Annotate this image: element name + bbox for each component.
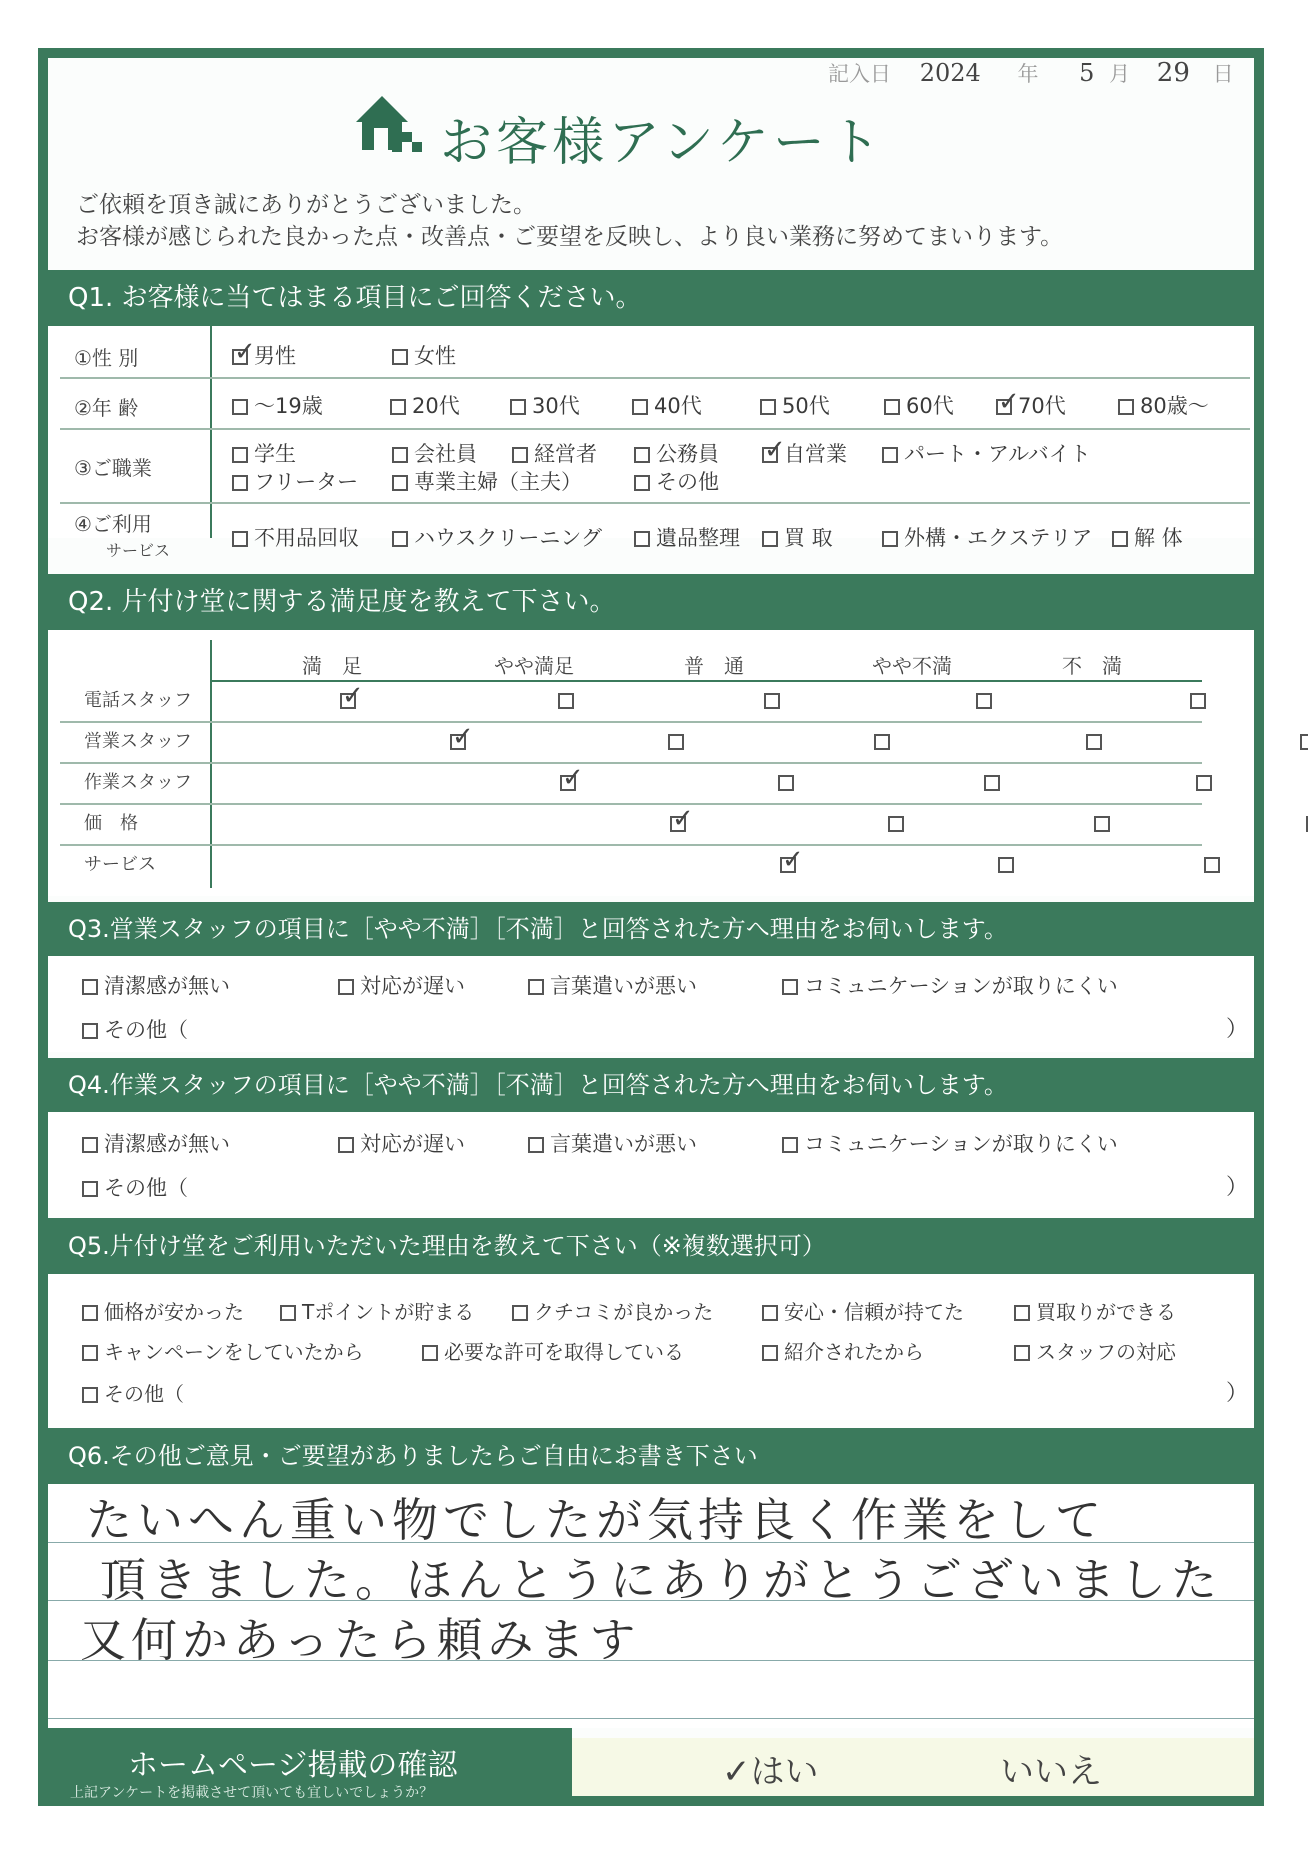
checkbox-icon[interactable] <box>634 447 650 463</box>
checkbox-icon[interactable] <box>762 531 778 547</box>
option-label: その他（ <box>104 1382 184 1406</box>
service-option[interactable] <box>232 522 359 552</box>
option-label: 清潔感が無い <box>104 1132 230 1156</box>
checkbox-icon[interactable] <box>392 447 408 463</box>
age-option[interactable] <box>760 390 830 420</box>
q5-option[interactable] <box>762 1336 924 1365</box>
option-label: 30代 <box>532 394 580 418</box>
q4-close-paren: ） <box>1226 1175 1249 1200</box>
q5-option[interactable] <box>1014 1336 1176 1365</box>
q2-rule <box>60 721 1202 723</box>
q2-rating-checkbox[interactable] <box>1300 734 1308 750</box>
q3-option[interactable] <box>528 970 697 1000</box>
q2-rating-checkbox[interactable] <box>560 775 576 791</box>
q1-divider <box>210 326 212 538</box>
comment-line-2: 頂きました。ほんとうにありがとうございました <box>100 1553 1222 1607</box>
option-label: 40代 <box>654 394 702 418</box>
date-month: 5 <box>1079 59 1095 87</box>
yes-option[interactable]: ✓はい <box>722 1752 819 1792</box>
option-label: 安心・信頼が持てた <box>784 1300 964 1324</box>
q2-rating-checkbox[interactable] <box>1196 775 1212 791</box>
option-label: その他 <box>656 470 719 494</box>
q2-rating-checkbox[interactable] <box>998 857 1014 873</box>
option-label: Tポイントが貯まる <box>302 1300 475 1324</box>
option-label: 60代 <box>906 394 954 418</box>
option-label: 公務員 <box>656 442 719 466</box>
q4-panel <box>48 1112 1254 1210</box>
comment-line-1: たいへん重い物でしたが気持良く作業をして <box>86 1493 1106 1547</box>
option-label: 会社員 <box>414 442 477 466</box>
option-label: その他（ <box>104 1018 188 1042</box>
q4-header: Q4.作業スタッフの項目に［やや不満］［不満］と回答された方へ理由をお伺いします。 <box>38 1058 1264 1112</box>
option-label: 外構・エクステリア <box>904 526 1093 550</box>
job-option[interactable] <box>232 466 358 496</box>
age-option[interactable] <box>1118 390 1209 420</box>
q2-col-header: 満 足 <box>302 654 362 678</box>
q2-row-label: 価 格 <box>84 813 138 834</box>
q4-option[interactable] <box>782 1128 1118 1158</box>
option-label: 専業主婦（主夫） <box>414 470 582 494</box>
option-label: ハウスクリーニング <box>414 526 602 550</box>
option-label: 女性 <box>414 344 456 368</box>
checkbox-icon[interactable] <box>512 447 528 463</box>
option-label: 50代 <box>782 394 830 418</box>
checkbox-icon[interactable] <box>338 979 354 995</box>
job-option[interactable] <box>634 466 719 496</box>
house-logo-icon <box>352 92 424 154</box>
checkbox-icon[interactable] <box>762 1345 778 1361</box>
option-label: 自営業 <box>784 442 847 466</box>
job-option[interactable] <box>512 438 597 468</box>
q4-option[interactable] <box>338 1128 465 1158</box>
q5-option[interactable] <box>82 1296 244 1325</box>
q5-option[interactable] <box>1014 1296 1176 1325</box>
age-option[interactable] <box>510 390 580 420</box>
option-label: 清潔感が無い <box>104 974 230 998</box>
checkbox-icon[interactable] <box>392 475 408 491</box>
option-label: 言葉遣いが悪い <box>550 1132 697 1156</box>
q3-other-option[interactable] <box>82 1014 188 1044</box>
checkbox-icon[interactable] <box>528 979 544 995</box>
service-option[interactable] <box>634 522 740 552</box>
option-label: コミュニケーションが取りにくい <box>804 974 1118 998</box>
checkbox-icon[interactable] <box>82 1387 98 1403</box>
option-label: 不用品回収 <box>254 526 359 550</box>
option-label: パート・アルバイト <box>904 442 1091 466</box>
q2-rating-checkbox[interactable] <box>984 775 1000 791</box>
q2-rating-checkbox[interactable] <box>976 693 992 709</box>
q1-rule <box>60 502 1250 504</box>
q2-col-header: 普 通 <box>684 654 744 678</box>
checkbox-icon[interactable] <box>632 399 648 415</box>
q3-option[interactable] <box>782 970 1118 1000</box>
q2-rule <box>60 762 1202 764</box>
job-option[interactable] <box>232 438 296 468</box>
option-label: 価格が安かった <box>104 1300 244 1324</box>
q4-other-option[interactable] <box>82 1172 188 1202</box>
q1-rule <box>60 377 1250 379</box>
q2-rating-checkbox[interactable] <box>888 816 904 832</box>
publish-answer-area <box>572 1738 1254 1796</box>
q4-option[interactable] <box>82 1128 230 1158</box>
checkbox-icon[interactable] <box>392 349 408 365</box>
q2-row-label: 営業スタッフ <box>84 731 192 752</box>
date-day: 29 <box>1156 58 1190 88</box>
checkbox-icon[interactable] <box>82 979 98 995</box>
q5-option[interactable] <box>82 1336 364 1365</box>
q6-rule <box>48 1718 1254 1719</box>
checkbox-icon[interactable] <box>512 1305 528 1321</box>
q2-rating-checkbox[interactable] <box>340 693 356 709</box>
option-label: その他（ <box>104 1176 188 1200</box>
service-option[interactable] <box>762 522 833 552</box>
q4-option[interactable] <box>528 1128 697 1158</box>
q5-option[interactable] <box>762 1296 964 1325</box>
q5-option[interactable] <box>280 1296 474 1325</box>
q2-row-label: 電話スタッフ <box>84 690 192 711</box>
q2-rating-checkbox[interactable] <box>1204 857 1220 873</box>
q2-rating-checkbox[interactable] <box>450 734 466 750</box>
service-option[interactable] <box>1112 522 1183 552</box>
q2-rating-checkbox[interactable] <box>1086 734 1102 750</box>
option-label: 言葉遣いが悪い <box>550 974 697 998</box>
date-label: 記入日 <box>828 62 891 86</box>
q6-header: Q6.その他ご意見・ご要望がありましたらご自由にお書き下さい <box>38 1428 1264 1484</box>
q5-option[interactable] <box>422 1336 684 1365</box>
option-label: 70代 <box>1018 394 1066 418</box>
checkbox-icon[interactable] <box>1014 1345 1030 1361</box>
option-label: コミュニケーションが取りにくい <box>804 1132 1118 1156</box>
publish-subtitle: 上記アンケートを掲載させて頂いても宜しいでしょうか？ <box>70 1785 434 1801</box>
option-label: クチコミが良かった <box>534 1300 714 1324</box>
date-day-unit: 日 <box>1212 62 1234 86</box>
checkbox-icon[interactable] <box>82 1305 98 1321</box>
option-label: 20代 <box>412 394 460 418</box>
date-month-unit: 月 <box>1109 62 1131 86</box>
q2-col-header: やや満足 <box>494 654 574 678</box>
checkbox-icon[interactable] <box>634 531 650 547</box>
checkbox-icon[interactable] <box>762 447 778 463</box>
q5-other-option[interactable] <box>82 1378 184 1407</box>
checkbox-icon[interactable] <box>82 1181 98 1197</box>
option-label: 男性 <box>254 344 296 368</box>
age-label: ②年 齢 <box>74 396 139 420</box>
service-option[interactable] <box>392 522 602 552</box>
q3-option[interactable] <box>338 970 465 1000</box>
option-label: 買 取 <box>784 526 833 550</box>
option-label: ～19歳 <box>254 394 323 418</box>
age-option[interactable] <box>996 390 1066 420</box>
option-label: 対応が遅い <box>360 1132 465 1156</box>
checkbox-icon[interactable] <box>782 979 798 995</box>
q2-divider <box>210 640 212 888</box>
checkbox-icon[interactable] <box>232 531 248 547</box>
job-label: ③ご職業 <box>74 456 152 480</box>
job-option[interactable] <box>762 438 847 468</box>
checkbox-icon[interactable] <box>884 399 900 415</box>
checkbox-icon[interactable] <box>882 531 898 547</box>
checkbox-icon[interactable] <box>232 475 248 491</box>
checkbox-icon[interactable] <box>762 1305 778 1321</box>
checkbox-icon[interactable] <box>338 1137 354 1153</box>
checkbox-icon[interactable] <box>390 399 406 415</box>
no-option[interactable]: いいえ <box>1000 1752 1102 1792</box>
q2-rating-checkbox[interactable] <box>668 734 684 750</box>
q2-rating-checkbox[interactable] <box>670 816 686 832</box>
age-option[interactable] <box>632 390 702 420</box>
checkbox-icon[interactable] <box>232 399 248 415</box>
q3-option[interactable] <box>82 970 230 1000</box>
q2-col-header: 不 満 <box>1062 654 1122 678</box>
q5-header: Q5.片付け堂をご利用いただいた理由を教えて下さい（※複数選択可） <box>38 1218 1264 1274</box>
job-option[interactable] <box>392 466 582 496</box>
q2-rating-checkbox[interactable] <box>1190 693 1206 709</box>
age-option[interactable] <box>232 390 323 420</box>
option-label: 経営者 <box>534 442 597 466</box>
checkbox-icon[interactable] <box>882 447 898 463</box>
option-label: 遺品整理 <box>656 526 740 550</box>
service-option[interactable] <box>882 522 1092 552</box>
comment-line-3: 又何かあったら頼みます <box>80 1613 641 1667</box>
publish-title: ホームページ掲載の確認 <box>128 1748 458 1783</box>
gender-male-option[interactable] <box>232 340 296 370</box>
q2-row-label: サービス <box>84 854 156 875</box>
option-label: 必要な許可を取得している <box>444 1340 684 1364</box>
checkbox-icon[interactable] <box>760 399 776 415</box>
date-year-unit: 年 <box>1017 62 1039 86</box>
q2-col-header: やや不満 <box>872 654 952 678</box>
age-option[interactable] <box>884 390 954 420</box>
q1-rule <box>60 428 1250 430</box>
checkbox-icon[interactable] <box>634 475 650 491</box>
service-label: ④ご利用 <box>74 512 152 536</box>
checkbox-icon[interactable] <box>82 1345 98 1361</box>
checkbox-icon[interactable] <box>1014 1305 1030 1321</box>
checkbox-icon[interactable] <box>528 1137 544 1153</box>
gender-label: ①性 別 <box>74 346 139 370</box>
q2-row-label: 作業スタッフ <box>84 772 192 793</box>
job-option[interactable] <box>392 438 477 468</box>
intro-line-1: ご依頼を頂き誠にありがとうございました。 <box>76 192 536 218</box>
option-label: キャンペーンをしていたから <box>104 1340 364 1364</box>
checkbox-icon[interactable] <box>280 1305 296 1321</box>
checkbox-icon[interactable] <box>996 399 1012 415</box>
job-option[interactable] <box>634 438 719 468</box>
checkbox-icon[interactable] <box>510 399 526 415</box>
checkbox-icon[interactable] <box>422 1345 438 1361</box>
q2-header: Q2. 片付け堂に関する満足度を教えて下さい。 <box>38 574 1264 630</box>
job-option[interactable] <box>882 438 1091 468</box>
option-label: 対応が遅い <box>360 974 465 998</box>
q5-close-paren: ） <box>1226 1381 1249 1406</box>
service-label-2: サービス <box>106 541 171 560</box>
q2-rating-checkbox[interactable] <box>874 734 890 750</box>
checkbox-icon[interactable] <box>82 1023 98 1039</box>
checkbox-icon[interactable] <box>232 349 248 365</box>
option-label: フリーター <box>254 470 359 494</box>
q2-rule <box>60 803 1202 805</box>
q2-rule <box>60 844 1202 846</box>
gender-female-option[interactable] <box>392 340 456 370</box>
checkbox-icon[interactable] <box>392 531 408 547</box>
option-label: 学生 <box>254 442 296 466</box>
checkbox-icon[interactable] <box>82 1137 98 1153</box>
option-label: 紹介されたから <box>784 1340 924 1364</box>
option-label: スタッフの対応 <box>1036 1340 1176 1364</box>
checkbox-icon[interactable] <box>1112 531 1128 547</box>
page-title: お客様アンケート <box>440 113 885 173</box>
q3-header: Q3.営業スタッフの項目に［やや不満］［不満］と回答された方へ理由をお伺いします。 <box>38 902 1264 956</box>
date-year: 2024 <box>919 59 981 87</box>
intro-line-2: お客様が感じられた良かった点・改善点・ご要望を反映し、より良い業務に努めてまいります。 <box>76 224 1064 250</box>
q5-option[interactable] <box>512 1296 713 1325</box>
q2-rating-checkbox[interactable] <box>780 857 796 873</box>
checkbox-icon[interactable] <box>782 1137 798 1153</box>
option-label: 買取りができる <box>1036 1300 1176 1324</box>
q2-rating-checkbox[interactable] <box>764 693 780 709</box>
date-line <box>828 58 1234 88</box>
checkbox-icon[interactable] <box>232 447 248 463</box>
option-label: 80歳～ <box>1140 394 1209 418</box>
q2-rating-checkbox[interactable] <box>1094 816 1110 832</box>
age-option[interactable] <box>390 390 460 420</box>
q1-panel <box>48 326 1254 538</box>
q2-rating-checkbox[interactable] <box>778 775 794 791</box>
q2-rating-checkbox[interactable] <box>558 693 574 709</box>
checkbox-icon[interactable] <box>1118 399 1134 415</box>
q3-close-paren: ） <box>1226 1017 1249 1042</box>
option-label: 解 体 <box>1134 526 1183 550</box>
q1-header: Q1. お客様に当てはまる項目にご回答ください。 <box>38 270 1264 326</box>
